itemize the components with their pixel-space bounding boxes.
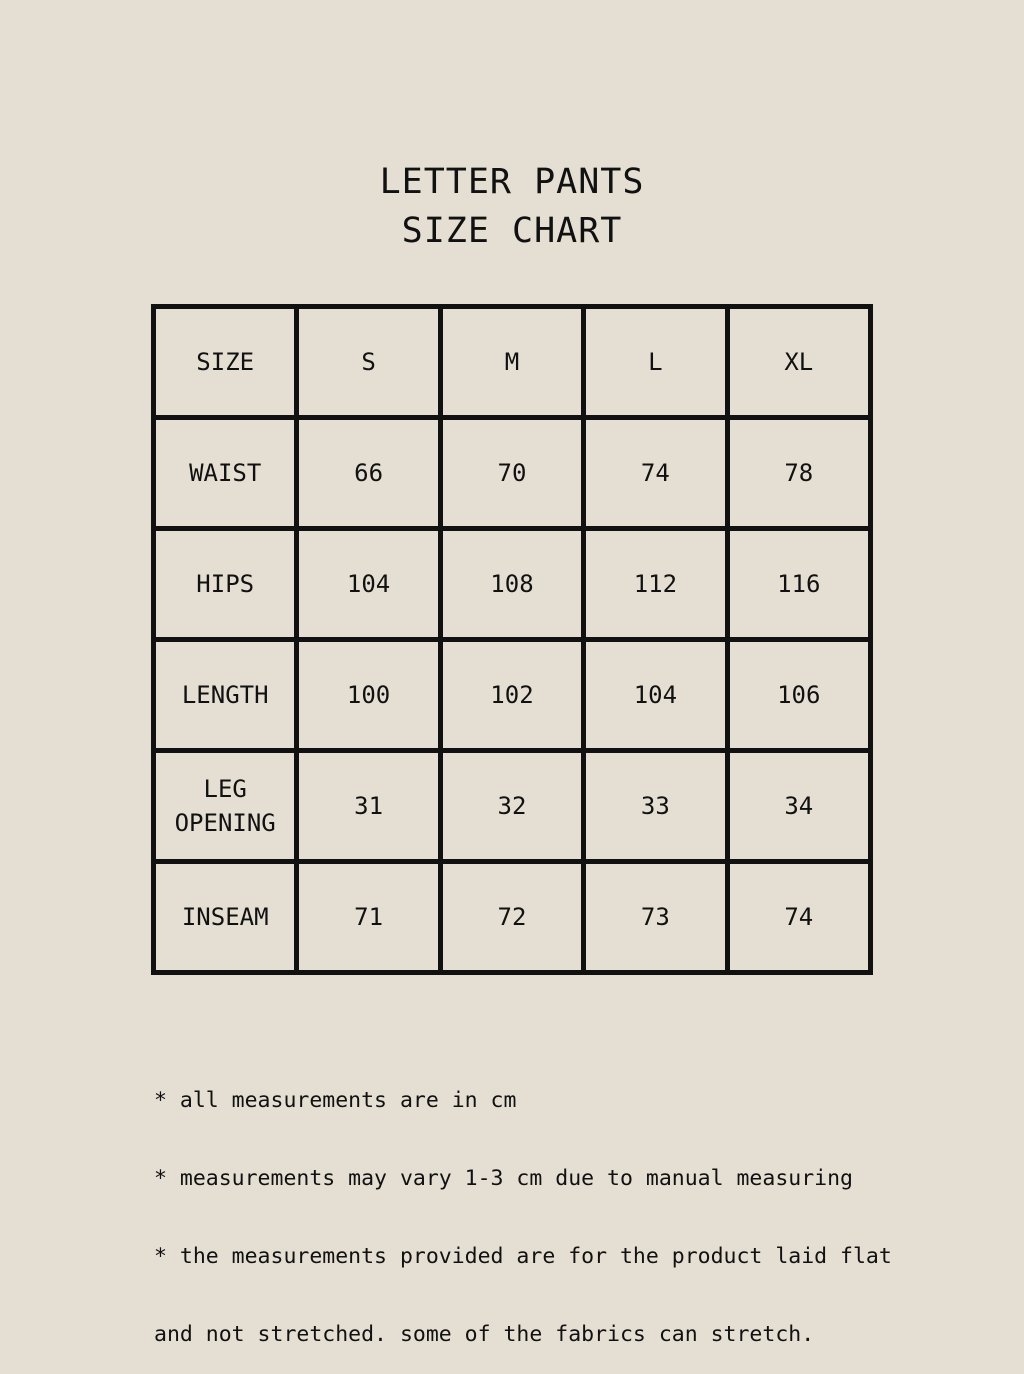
note-line-1: * all measurements are in cm xyxy=(154,1088,517,1113)
note-line-2: * measurements may vary 1-3 cm due to manual measuring xyxy=(154,1166,853,1191)
table-cell: 74 xyxy=(584,418,727,529)
size-chart-table xyxy=(151,304,873,975)
header-size-s: S xyxy=(297,307,440,418)
table-cell: 71 xyxy=(297,862,440,973)
header-size-xl: XL xyxy=(727,307,870,418)
table-cell: 102 xyxy=(440,640,583,751)
table-row xyxy=(154,640,871,751)
title-line-2: SIZE CHART xyxy=(401,211,623,251)
table-cell: 32 xyxy=(440,751,583,862)
header-size-l: L xyxy=(584,307,727,418)
table-cell: 106 xyxy=(727,640,870,751)
row-label: HIPS xyxy=(154,529,297,640)
row-label: WAIST xyxy=(154,418,297,529)
row-label: LEG OPENING xyxy=(154,751,297,862)
table-row xyxy=(154,751,871,862)
table-cell: 108 xyxy=(440,529,583,640)
table-cell: 66 xyxy=(297,418,440,529)
measurement-notes xyxy=(154,1036,892,1374)
table-cell: 104 xyxy=(584,640,727,751)
title-line-1: LETTER PANTS xyxy=(379,162,645,202)
table-cell: 31 xyxy=(297,751,440,862)
page-title xyxy=(0,158,1024,256)
header-size-label: SIZE xyxy=(154,307,297,418)
table-cell: 100 xyxy=(297,640,440,751)
table-cell: 112 xyxy=(584,529,727,640)
table-row xyxy=(154,418,871,529)
table-cell: 72 xyxy=(440,862,583,973)
row-label: LENGTH xyxy=(154,640,297,751)
table-row xyxy=(154,862,871,973)
table-cell: 73 xyxy=(584,862,727,973)
table-cell: 34 xyxy=(727,751,870,862)
table-cell: 33 xyxy=(584,751,727,862)
table-cell: 104 xyxy=(297,529,440,640)
row-label: INSEAM xyxy=(154,862,297,973)
note-line-3: * the measurements provided are for the product laid flat xyxy=(154,1244,892,1269)
table-header-row xyxy=(154,307,871,418)
table-row xyxy=(154,529,871,640)
table-cell: 74 xyxy=(727,862,870,973)
header-size-m: M xyxy=(440,307,583,418)
table-cell: 116 xyxy=(727,529,870,640)
note-line-4: and not stretched. some of the fabrics can stretch. xyxy=(154,1322,815,1347)
table-cell: 78 xyxy=(727,418,870,529)
table-cell: 70 xyxy=(440,418,583,529)
